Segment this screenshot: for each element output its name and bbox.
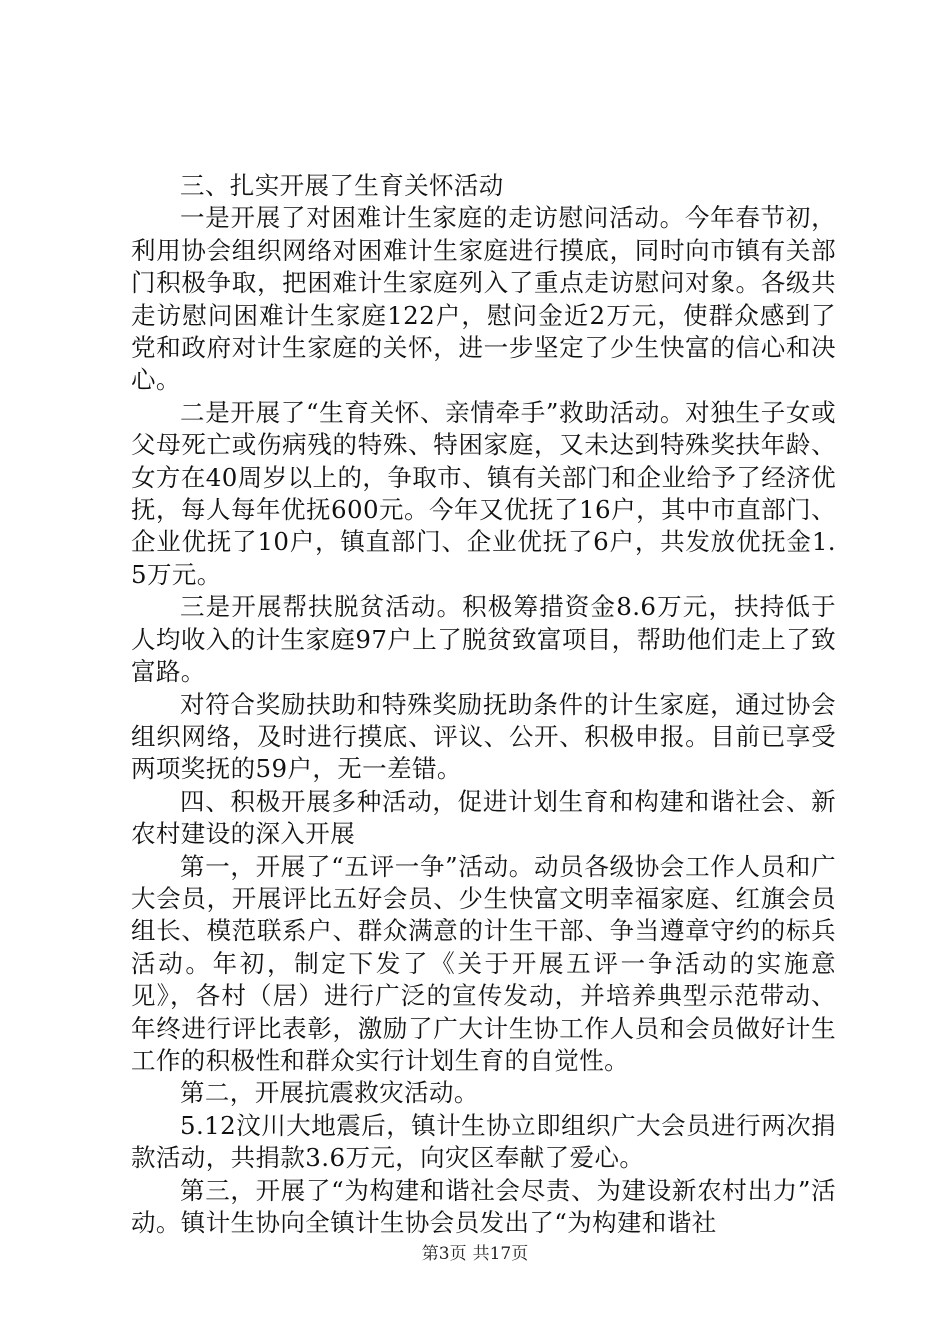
paragraph: 一是开展了对困难计生家庭的走访慰问活动。今年春节初，利用协会组织网络对困难计生家庭进行摸底，同时向市镇有关部门积极争取，把困难计生家庭列入了重点走访慰问对象。各级共走访慰问困难计生家庭122户，慰问金近2万元，使群众感到了党和政府对计生家庭的关怀，进一步坚定了少生快富的信心和决心。: [131, 203, 836, 395]
paragraph: 第一，开展了“五评一争”活动。动员各级协会工作人员和广大会员，开展评比五好会员、少生快富文明幸福家庭、红旗会员组长、模范联系户、群众满意的计生干部、争当遵章守约的标兵活动。年初，制定下发了《关于开展五评一争活动的实施意见》，各村（居）进行广泛的宣传发动，并培养典型示范带动、年终进行评比表彰，激励了广大计生协工作人员和会员做好计生工作的积极性和群众实行计划生育的自觉性。: [131, 851, 836, 1075]
paragraph: 对符合奖励扶助和特殊奖励抚助条件的计生家庭，通过协会组织网络，及时进行摸底、评议、公开、积极申报。目前已享受两项奖抚的59户，无一差错。: [131, 689, 836, 784]
page-number-total: 共17页: [472, 1244, 529, 1264]
section-heading-3: 三、扎实开展了生育关怀活动: [180, 171, 504, 200]
paragraph: 三是开展帮扶脱贫活动。积极筹措资金8.6万元，扶持低于人均收入的计生家庭97户上了脱贫致富项目，帮助他们走上了致富路。: [131, 592, 836, 687]
section-heading-4: 四、积极开展多种活动，促进计划生育和构建和谐社会、新农村建设的深入开展: [131, 786, 836, 849]
paragraph: 5.12汶川大地震后，镇计生协立即组织广大会员进行两次捐款活动，共捐款3.6万元，向灾区奉献了爱心。: [131, 1110, 836, 1173]
paragraph: 二是开展了“生育关怀、亲情牵手”救助活动。对独生子女或父母死亡或伤病残的特殊、特困家庭，又未达到特殊奖扶年龄、女方在40周岁以上的，争取市、镇有关部门和企业给予了经济优抚，每人每年优抚600元。今年又优抚了16户，其中市直部门、企业优抚了10户，镇直部门、企业优抚了6户，共发放优抚金1.5万元。: [131, 397, 836, 589]
page-footer: [0, 1243, 950, 1265]
paragraph: 第三，开展了“为构建和谐社会尽责、为建设新农村出力”活动。镇计生协向全镇计生协会员发出了“为构建和谐社: [131, 1175, 836, 1237]
page-number-current: 第3页: [421, 1244, 467, 1264]
paragraph: 第二，开展抗震救灾活动。: [180, 1078, 479, 1108]
document-body: [131, 170, 836, 1239]
